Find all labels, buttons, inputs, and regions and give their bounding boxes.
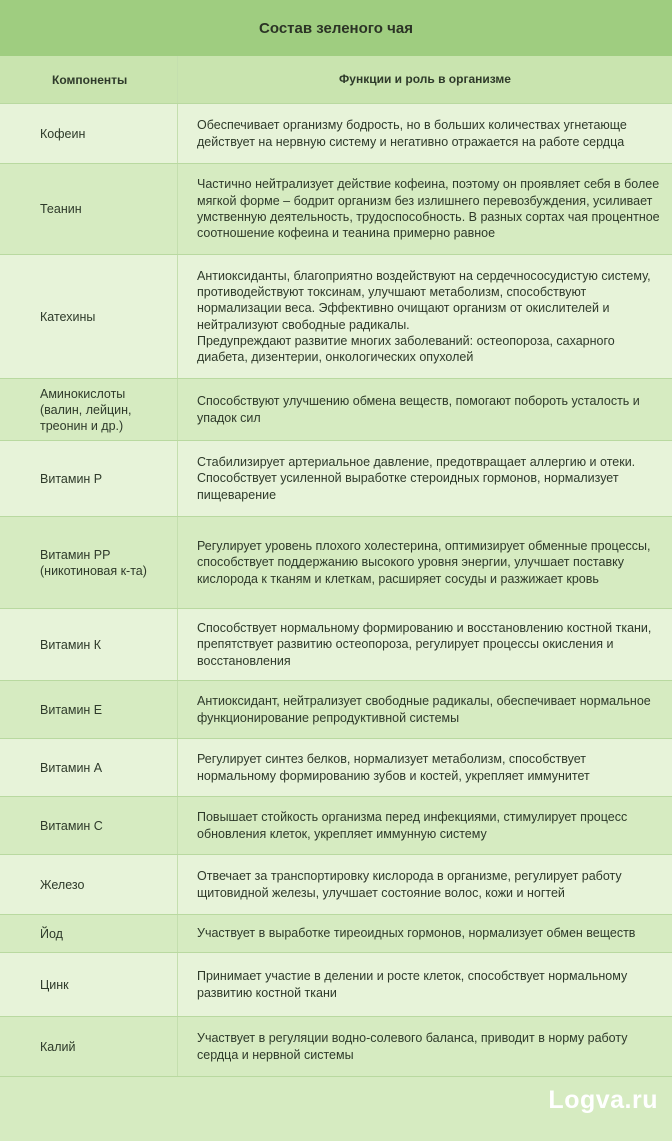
component-cell: Железо [0,855,178,914]
component-cell: Кофеин [0,104,178,163]
component-cell: Теанин [0,164,178,254]
component-cell: Витамин К [0,609,178,680]
table-row [0,681,672,739]
function-cell: Регулирует уровень плохого холестерина, оптимизирует обменные процессы, способствует поддержанию высокого уровня энергии, улучшает поставку кислорода к тканям и клеткам, расширяет сосуды и разжижает кровь [197,539,651,586]
component-cell: Витамин Е [0,681,178,738]
function-cell: Частично нейтрализует действие кофеина, поэтому он проявляет себя в более мягкой форме – бодрит организм без излишнего перевозбуждения, усиливает умственную деятельность, трудоспособность. В разных сортах чая процентное соотношение кофеина и теанина примерно равное [197,177,660,241]
table-row [0,915,672,953]
composition-table [0,56,672,1077]
function-cell: Отвечает за транспортировку кислорода в организме, регулирует работу щитовидной железы, улучшает состояние волос, кожи и ногтей [197,869,622,900]
function-cell: Антиоксиданты, благоприятно воздействуют на сердечнососудистую систему, противодействуют токсинам, улучшают метаболизм, способствуют нормализации веса. Эффективно очищают организм от окислителей и нейтрализуют свободные радикалы. Предупреждают развитие многих заболеваний: остеопороза, сахарного диабета, дизентерии, онкологических опухолей [197,268,651,365]
table-row [0,609,672,681]
table-title: Состав зеленого чая [0,0,672,56]
function-cell: Способствуют улучшению обмена веществ, помогают побороть усталость и упадок сил [197,394,640,425]
table-row [0,1017,672,1077]
header-function: Функции и роль в организме [339,72,511,87]
table-row [0,441,672,517]
component-cell: Витамин С [0,797,178,854]
table-row [0,104,672,164]
table-row [0,517,672,609]
function-cell: Стабилизирует артериальное давление, предотвращает аллергию и отеки. Способствует усиленной выработке стероидных гормонов, нормализует пищеварение [197,455,636,502]
table-header-row [0,56,672,104]
site-logo: Logva.ru [548,1086,658,1114]
table-row [0,797,672,855]
component-cell: Аминокислоты (валин, лейцин, треонин и др.) [0,379,178,440]
function-cell: Регулирует синтез белков, нормализует метаболизм, способствует нормальному формированию зубов и костей, укрепляет иммунитет [197,752,590,783]
component-cell: Витамин Р [0,441,178,516]
component-cell: Витамин А [0,739,178,796]
component-cell: Йод [0,915,178,952]
function-cell: Участвует в регуляции водно-солевого баланса, приводит в норму работу сердца и нервной системы [197,1031,628,1062]
function-cell: Повышает стойкость организма перед инфекциями, стимулирует процесс обновления клеток, укрепляет иммунную систему [197,810,628,841]
function-cell: Обеспечивает организму бодрость, но в больших количествах угнетающе действует на нервную систему и негативно отражается на работе сердца [197,118,627,149]
function-cell: Принимает участие в делении и росте клеток, способствует нормальному развитию костной ткани [197,969,628,1000]
function-cell: Способствует нормальному формированию и восстановлению костной ткани, препятствует развитию остеопороза, регулирует процессы окисления и восстановления [197,621,652,668]
component-cell: Катехины [0,255,178,378]
function-cell: Участвует в выработке тиреоидных гормонов, нормализует обмен веществ [197,926,636,941]
header-component: Компоненты [0,56,178,103]
component-cell: Цинк [0,953,178,1016]
table-row [0,255,672,379]
table-row [0,739,672,797]
component-cell: Витамин РР (никотиновая к-та) [0,517,178,608]
component-cell: Калий [0,1017,178,1076]
function-cell: Антиоксидант, нейтрализует свободные радикалы, обеспечивает нормальное функционирование репродуктивной системы [197,694,651,725]
table-row [0,379,672,441]
table-row [0,953,672,1017]
table-row [0,164,672,255]
table-row [0,855,672,915]
